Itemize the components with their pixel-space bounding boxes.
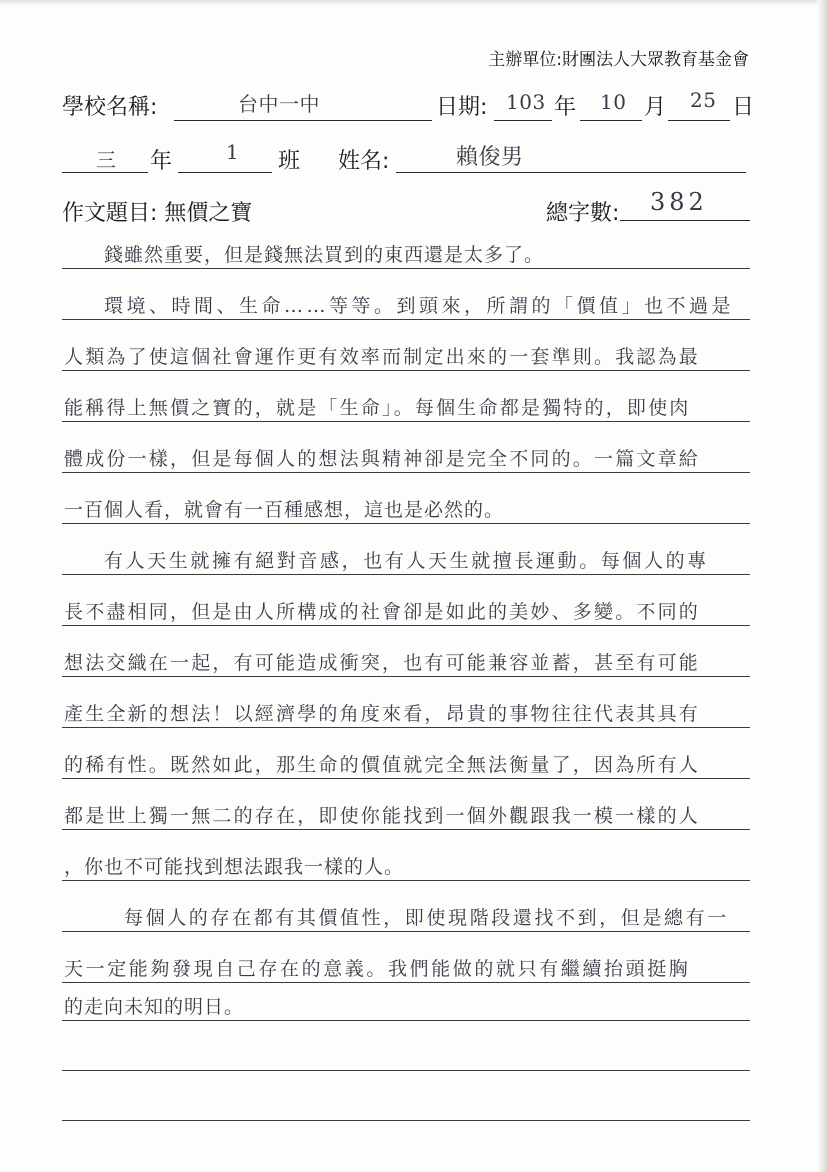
month-underline [580,120,642,121]
day-label: 日 [732,95,755,120]
ruled-line [62,319,750,320]
essay-line-11: 的稀有性。既然如此，那生命的價值就完全無法衡量了，因為所有人 [64,754,701,776]
name-underline [396,172,746,173]
class-label: 班 [278,149,301,174]
ruled-line [62,1020,750,1021]
school-underline [174,120,432,121]
ruled-line [62,829,750,830]
year-label: 年 [554,95,577,120]
grade-value: 三 [96,148,117,172]
date-month-value: 10 [600,90,627,114]
scan-edge-right [817,0,827,1172]
school-label: 學校名稱: [62,95,158,120]
date-label: 日期: [436,95,488,120]
essay-line-14: 每個人的存在都有其價值性，即使現階段還找不到，但是總有一 [124,907,729,929]
essay-line-13: ，你也不可能找到想法跟我一樣的人。 [64,856,405,878]
ruled-line [62,982,750,983]
date-year-value: 103 [506,90,546,114]
day-underline [668,120,730,121]
ruled-line [62,625,750,626]
ruled-line [62,1120,750,1121]
essay-line-8: 長不盡相同，但是由人所構成的社會卻是如此的美妙、多變。不同的 [64,601,701,623]
essay-line-5: 體成份一樣，但是每個人的想法與精神卻是完全不同的。一篇文章給 [64,448,701,470]
ruled-line [62,727,750,728]
ruled-line [62,778,750,779]
class-underline [178,172,272,173]
essay-line-15: 天一定能夠發現自己存在的意義。我們能做的就只有繼續抬頭挺胸 [64,958,691,980]
essay-line-3: 人類為了使這個社會運作更有效率而制定出來的一套準則。我認為最 [64,346,701,368]
wordcount-value: 382 [650,188,708,216]
essay-line-1: 錢雖然重要，但是錢無法買到的東西還是太多了。 [104,244,545,266]
ruled-line [62,421,750,422]
essay-line-6: 一百個人看，就會有一百種感想，這也是必然的。 [64,499,505,521]
essay-line-12: 都是世上獨一無二的存在，即使你能找到一個外觀跟我一模一樣的人 [64,805,701,827]
year-underline [494,120,552,121]
wordcount-underline [620,220,750,221]
ruled-line [62,574,750,575]
ruled-line [62,472,750,473]
class-value: 1 [226,140,240,164]
ruled-line [62,880,750,881]
date-day-value: 25 [690,88,717,112]
essay-line-9: 想法交織在一起，有可能造成衝突，也有可能兼容並蓄，甚至有可能 [64,652,701,674]
essay-line-16: 的走向未知的明日。 [64,996,245,1018]
month-label: 月 [644,95,667,120]
name-label: 姓名: [338,149,390,174]
topic-label: 作文題目: 無價之寶 [62,201,253,226]
wordcount-label: 總字數: [546,201,620,226]
ruled-line [62,370,750,371]
school-value: 台中一中 [238,92,320,116]
grade-label: 年 [150,149,173,174]
ruled-line [62,676,750,677]
essay-line-4: 能稱得上無價之寶的，就是「生命」。每個生命都是獨特的，即使肉 [64,397,691,419]
scan-edge-top [0,0,827,6]
ruled-line [62,268,750,269]
organizer-text: 主辦單位:財團法人大眾教育基金會 [488,50,749,70]
essay-line-7: 有人天生就擁有絕對音感，也有人天生就擅長運動。每個人的專 [104,550,709,572]
essay-line-10: 產生全新的想法！以經濟學的角度來看，昂貴的事物往往代表其具有 [64,703,701,725]
ruled-line [62,1070,750,1071]
name-value: 賴俊男 [456,145,524,170]
ruled-line [62,523,750,524]
ruled-line [62,931,750,932]
essay-line-2: 環境、時間、生命……等等。到頭來，所謂的「價值」也不過是 [104,295,735,317]
